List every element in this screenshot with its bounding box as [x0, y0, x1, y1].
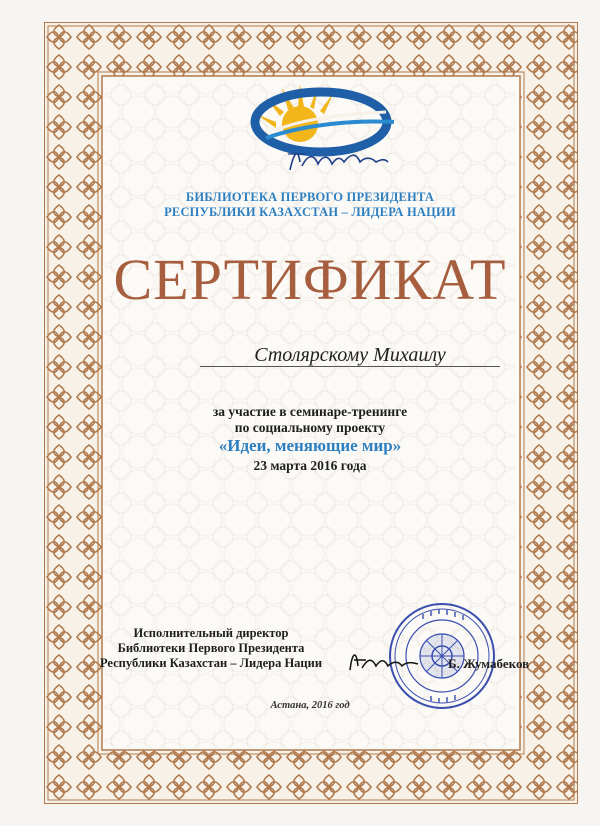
library-name-line2: РЕСПУБЛИКИ КАЗАХСТАН – ЛИДЕРА НАЦИИ: [164, 205, 456, 219]
event-date: 23 марта 2016 года: [253, 458, 367, 473]
participation-text-line2: по социальному проекту: [234, 420, 386, 435]
director-title-line2: Библиотеки Первого Президента: [117, 641, 305, 655]
library-name-line1: БИБЛИОТЕКА ПЕРВОГО ПРЕЗИДЕНТА: [185, 190, 435, 204]
participation-text-line1: за участие в семинаре-тренинге: [212, 404, 408, 419]
director-title-line1: Исполнительный директор: [133, 626, 289, 640]
signature-icon: [284, 140, 394, 176]
recipient-name: Столярскому Михаилу: [254, 344, 446, 366]
director-title-line3: Республики Казахстан – Лидера Нации: [99, 656, 323, 670]
city-year: Астана, 2016 год: [270, 700, 350, 711]
signer-name: Б. Жумабеков: [448, 656, 530, 671]
director-signature-icon: [344, 640, 424, 680]
recipient-underline: [200, 366, 500, 367]
project-name: «Идеи, меняющие мир»: [218, 436, 402, 455]
certificate-title: СЕРТИФИКАТ: [113, 247, 507, 312]
